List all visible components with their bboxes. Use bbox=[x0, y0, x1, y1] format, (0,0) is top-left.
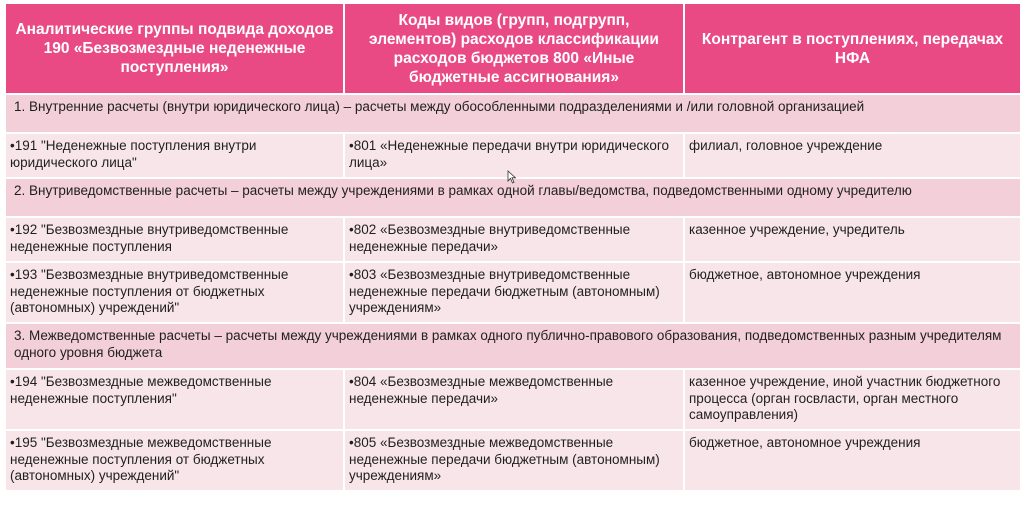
table-row bbox=[5, 430, 1021, 491]
section-row-internal bbox=[5, 94, 1021, 133]
section-row-interdepartmental bbox=[5, 323, 1021, 369]
mouse-pointer-icon bbox=[507, 170, 517, 184]
classification-table bbox=[4, 2, 1022, 492]
table-cell-income-group: •191 "Неденежные поступления внутри юридического лица" bbox=[5, 133, 344, 178]
table-cell-counterparty: бюджетное, автономное учреждения bbox=[684, 430, 1021, 491]
table-cell-expense-code: •804 «Безвозмездные межведомственные неденежные передачи» bbox=[344, 369, 684, 430]
section-title: 2. Внутриведомственные расчеты – расчеты между учреждениями в рамках одной главы/ведомства, подведомственными одному учредителю bbox=[5, 178, 1021, 217]
table-header-row bbox=[5, 3, 1021, 94]
table-cell-counterparty: бюджетное, автономное учреждения bbox=[684, 262, 1021, 323]
section-title: 1. Внутренние расчеты (внутри юридического лица) – расчеты между обособленными подразделениями и /или головной организацией bbox=[5, 94, 1021, 133]
table-cell-expense-code: •801 «Неденежные передачи внутри юридического лица» bbox=[344, 133, 684, 178]
table-cell-expense-code: •805 «Безвозмездные межведомственные неденежные передачи бюджетным (автономным) учреждениям» bbox=[344, 430, 684, 491]
table-row bbox=[5, 369, 1021, 430]
table-row bbox=[5, 262, 1021, 323]
table-cell-income-group: •192 "Безвозмездные внутриведомственные неденежные поступления bbox=[5, 217, 344, 262]
table-cell-income-group: •193 "Безвозмездные внутриведомственные неденежные поступления от бюджетных (автономных) учреждений" bbox=[5, 262, 344, 323]
table-cell-income-group: •195 "Безвозмездные межведомственные неденежные поступления от бюджетных (автономных) учреждений" bbox=[5, 430, 344, 491]
table-cell-expense-code: •803 «Безвозмездные внутриведомственные неденежные передачи бюджетным (автономным) учреждениям» bbox=[344, 262, 684, 323]
header-analytic-groups: Аналитические группы подвида доходов 190 «Безвозмездные неденежные поступления» bbox=[5, 3, 344, 94]
table-cell-expense-code: •802 «Безвозмездные внутриведомственные неденежные передачи» bbox=[344, 217, 684, 262]
table-cell-counterparty: казенное учреждение, иной участник бюджетного процесса (орган госвласти, орган местного самоуправления) bbox=[684, 369, 1021, 430]
section-title: 3. Межведомственные расчеты – расчеты между учреждениями в рамках одного публично-правового образования, подведомственных разным учредителям одного уровня бюджета bbox=[5, 323, 1021, 369]
table-row bbox=[5, 217, 1021, 262]
table-cell-counterparty: казенное учреждение, учредитель bbox=[684, 217, 1021, 262]
header-expense-codes: Коды видов (групп, подгрупп, элементов) расходов классификации расходов бюджетов 800 «Иные бюджетные ассигнования» bbox=[344, 3, 684, 94]
table-cell-counterparty: филиал, головное учреждение bbox=[684, 133, 1021, 178]
table-cell-income-group: •194 "Безвозмездные межведомственные неденежные поступления" bbox=[5, 369, 344, 430]
header-counterparty: Контрагент в поступлениях, передачах НФА bbox=[684, 3, 1021, 94]
